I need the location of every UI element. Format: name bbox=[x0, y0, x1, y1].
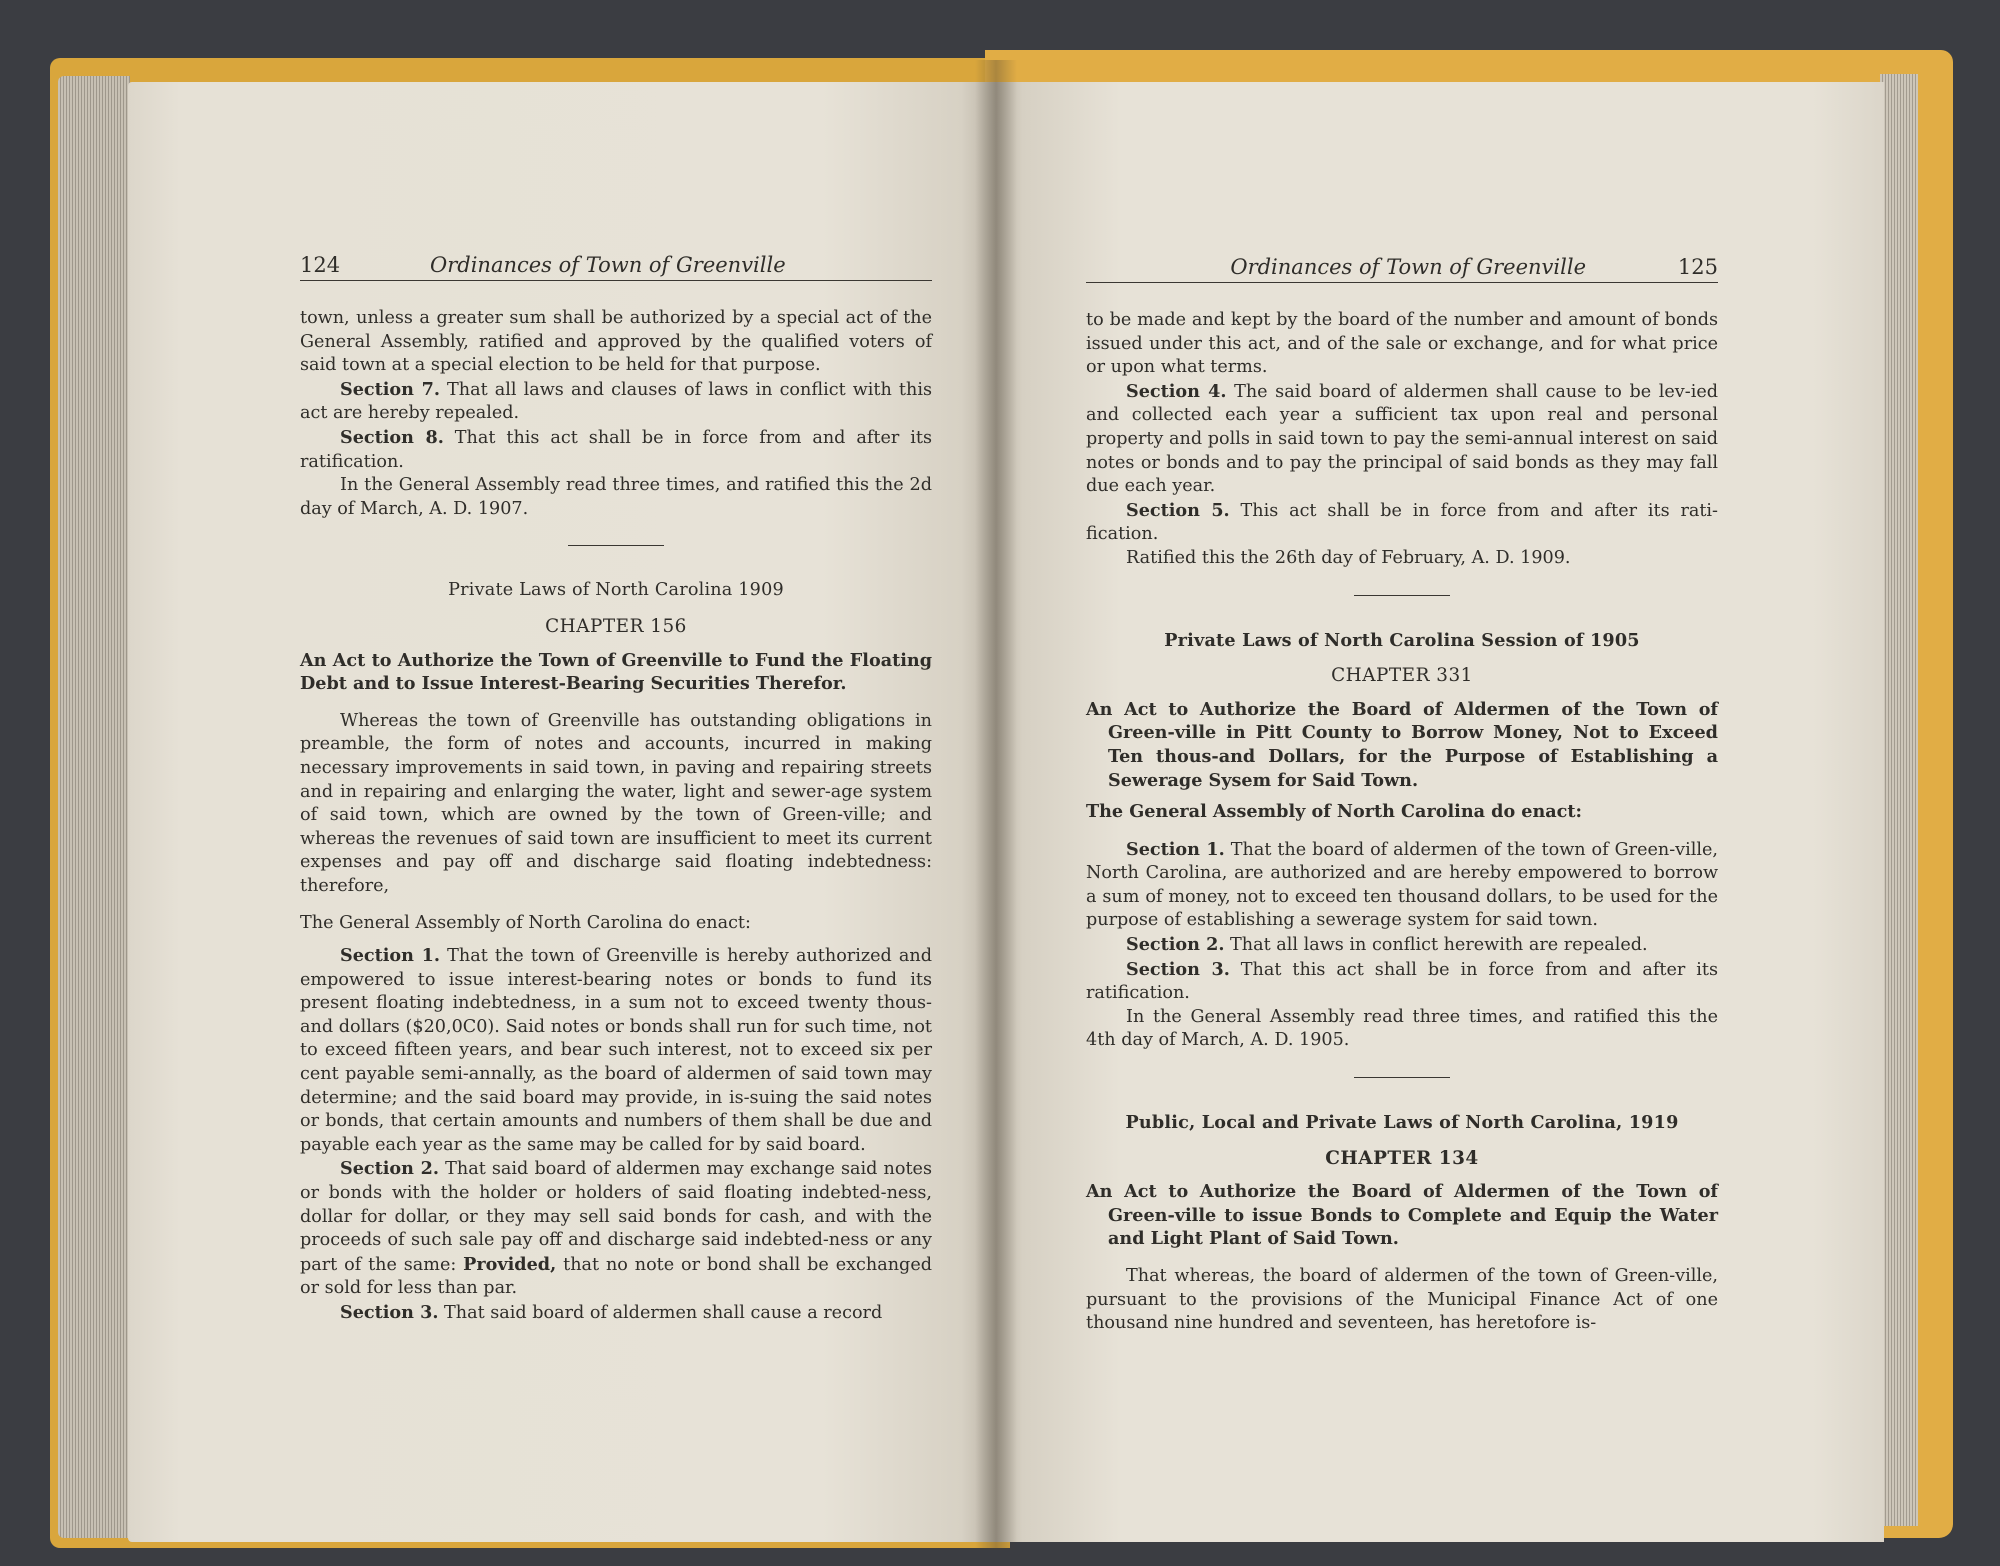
running-title: Ordinances of Town of Greenville bbox=[430, 253, 786, 277]
right-page-content bbox=[1086, 254, 1718, 1336]
section-paragraph bbox=[1086, 838, 1718, 933]
section-text: That this act shall be in force from and after its ratification. bbox=[300, 427, 932, 472]
section-paragraph bbox=[300, 426, 932, 474]
section-text: This act shall be in force from and after its rati-fication. bbox=[1086, 500, 1718, 545]
section-paragraph bbox=[1086, 933, 1718, 958]
divider-rule bbox=[1354, 1077, 1450, 1078]
left-page-header bbox=[300, 252, 932, 281]
divider-rule bbox=[1354, 595, 1450, 596]
section-label: Section 1. bbox=[1126, 838, 1225, 860]
laws-caption: Private Laws of North Carolina Session of 1905 bbox=[1164, 629, 1640, 651]
provided-keyword: Provided, bbox=[463, 1253, 557, 1275]
laws-caption: Public, Local and Private Laws of North Carolina, 1919 bbox=[1125, 1112, 1679, 1134]
act-title: An Act to Authorize the Board of Aldermen of the Town of Green-ville to issue Bonds to Complete and Equip the Water and Light Plant of Said Town. bbox=[1086, 1181, 1718, 1250]
whereas-paragraph: Whereas the town of Greenville has outstanding obligations in preamble, the form of notes and accounts, incurred in making necessary improvements in said town, in paving and repairing streets and in repairing and enlarging the water, light and sewer-age system of said town, which are owned by the town of Green-ville; and whereas the revenues of said town are insufficient to meet its current expenses and pay off and discharge said floating indebtedness: therefore, bbox=[300, 710, 932, 896]
section-label: Section 3. bbox=[340, 1301, 439, 1323]
section-text: The said board of aldermen shall cause to be lev-ied and collected each year a sufficient tax upon real and personal property and polls in said town to pay the semi-annual interest on said notes or bonds and to pay the principal of said bonds as they may fall due each year. bbox=[1086, 381, 1718, 497]
page-number: 125 bbox=[1677, 255, 1718, 279]
act-title: An Act to Authorize the Board of Aldermen of the Town of Green-ville in Pitt County to Borrow Money, Not to Exceed Ten thous-and Dollars, for the Purpose of Establishing a Sewerage Sysem for Said Town. bbox=[1086, 698, 1718, 791]
section-text: That all laws in conflict herewith are repealed. bbox=[1224, 935, 1648, 956]
section-text: That all laws and clauses of laws in conflict with this act are hereby repealed. bbox=[300, 379, 932, 424]
book-gutter bbox=[975, 60, 1017, 1550]
paragraph: to be made and kept by the board of the number and amount of bonds issued under this act, and of the sale or exchange, and for what price or upon what terms. bbox=[1086, 310, 1718, 378]
section-paragraph bbox=[300, 944, 932, 1157]
section-label: Section 1. bbox=[340, 945, 440, 967]
enacting-clause: The General Assembly of North Carolina do enact: bbox=[1086, 801, 1583, 823]
running-title: Ordinances of Town of Greenville bbox=[1230, 255, 1586, 279]
divider-rule bbox=[568, 545, 664, 546]
section-text: That said board of aldermen shall cause a record bbox=[438, 1302, 883, 1323]
section-label: Section 2. bbox=[1126, 934, 1225, 956]
section-label: Section 5. bbox=[1126, 499, 1230, 521]
laws-caption: Private Laws of North Carolina 1909 bbox=[448, 580, 784, 601]
section-text: that no note or bond shall be exchanged or sold for less than par. bbox=[300, 1254, 932, 1299]
ratification-note: In the General Assembly read three times, and ratified this the 2d day of March, A. D. 1907. bbox=[300, 475, 932, 519]
section-text: That the town of Greenville is hereby authorized and empowered to issue interest-bearing notes or bonds to fund its present floating indebtedness, in a sum not to exceed twenty thous-and dollars ($20,0C0). Said notes or bonds shall run for such time, not to exceed fifteen years, and bear such interest, not to exceed six per cent payable semi-annally, as the board of aldermen of said town may determine; and the said board may provide, in is-suing the said notes or bonds, that certain amounts and numbers of them shall be due and payable each year as the same may be called for by said board. bbox=[300, 946, 932, 1155]
section-paragraph bbox=[1086, 958, 1718, 1006]
chapter-heading: CHAPTER 156 bbox=[545, 615, 687, 637]
page-edges-right bbox=[1880, 74, 1918, 1526]
left-page-content bbox=[300, 252, 932, 1326]
section-label: Section 7. bbox=[340, 378, 440, 400]
chapter-heading: CHAPTER 134 bbox=[1325, 1147, 1479, 1169]
whereas-paragraph: That whereas, the board of aldermen of the town of Green-ville, pursuant to the provisions of the Municipal Finance Act of one thousand nine hundred and seventeen, has heretofore is- bbox=[1086, 1266, 1718, 1334]
ratification-note: In the General Assembly read three times, and ratified this the 4th day of March, A. D. 1905. bbox=[1086, 1006, 1718, 1051]
left-page bbox=[128, 82, 996, 1542]
section-paragraph bbox=[1086, 380, 1718, 499]
section-text: That said board of aldermen may exchange said notes or bonds with the holder or holders of said floating indebted-ness, dollar for dollar, or they may sell said bonds for cash, and with the proceeds of such sale pay off and discharge said indebted-ness or any part of the same: bbox=[300, 1159, 932, 1275]
section-paragraph bbox=[300, 1301, 932, 1326]
right-page bbox=[996, 82, 1884, 1542]
section-label: Section 8. bbox=[340, 426, 444, 448]
page-edges-left bbox=[58, 76, 130, 1538]
page-number: 124 bbox=[300, 253, 341, 277]
chapter-heading: CHAPTER 331 bbox=[1331, 665, 1473, 687]
section-label: Section 3. bbox=[1126, 958, 1230, 980]
right-page-header bbox=[1086, 254, 1718, 283]
section-paragraph bbox=[300, 1157, 932, 1301]
section-label: Section 4. bbox=[1126, 380, 1227, 402]
section-label: Section 2. bbox=[340, 1158, 439, 1180]
paragraph: town, unless a greater sum shall be authorized by a special act of the General Assembly, ratified and approved by the qualified voters of said town at a special election to be held for that purpose. bbox=[300, 308, 932, 376]
ratification-note: Ratified this the 26th day of February, A. D. 1909. bbox=[1126, 547, 1571, 568]
section-text: That this act shall be in force from and after its ratification. bbox=[1086, 959, 1718, 1004]
act-title: An Act to Authorize the Town of Greenville to Fund the Floating Debt and to Issue Interest-Bearing Securities Therefor. bbox=[300, 649, 932, 695]
section-paragraph bbox=[1086, 499, 1718, 547]
section-paragraph bbox=[300, 378, 932, 426]
section-text: That the board of aldermen of the town of Green-ville, North Carolina, are authorized and are hereby empowered to borrow a sum of money, not to exceed ten thousand dollars, to be used for the purpose of establishing a sewerage system for said town. bbox=[1086, 839, 1718, 931]
enacting-clause: The General Assembly of North Carolina do enact: bbox=[300, 913, 751, 934]
